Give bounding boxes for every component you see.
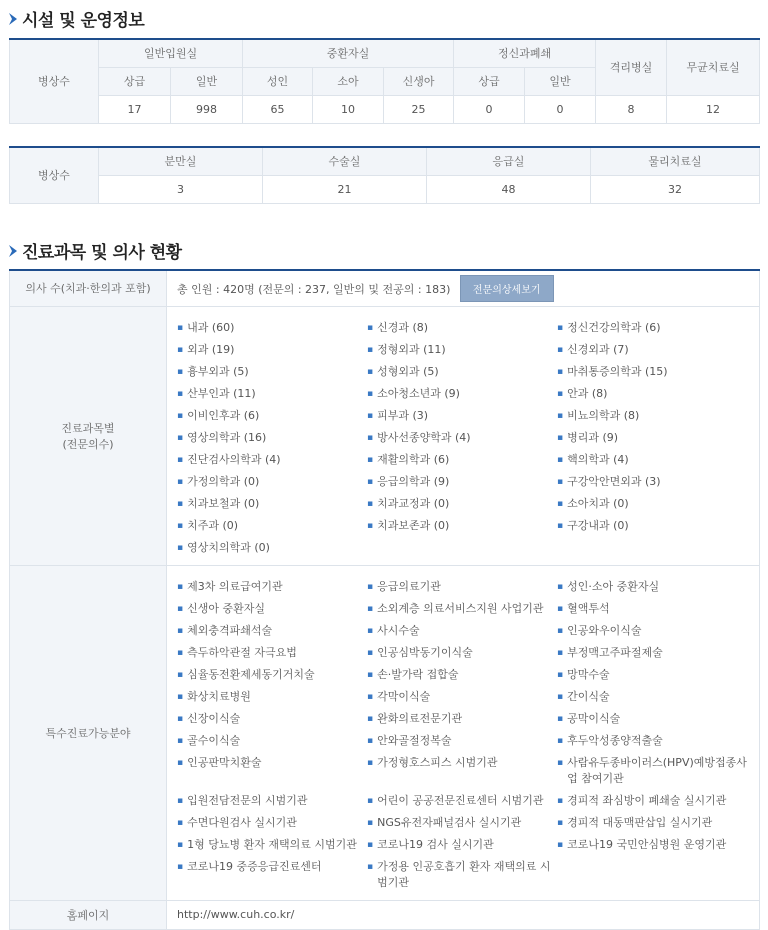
list-item [177,790,367,812]
list-item-label: 재활의학과 (6) [377,452,450,466]
bullet-icon: ▪ [367,625,374,636]
bed-value: 8 [596,95,667,123]
chevron-right-icon [8,12,18,26]
list-item [367,708,557,730]
bullet-icon: ▪ [177,498,184,509]
list-item-label: 구강악안면외과 (3) [567,474,661,488]
room-header: 분만실 [99,147,263,175]
list-item [367,515,557,537]
list-item [367,405,557,427]
list-item-label: 영상치의학과 (0) [187,540,270,554]
list-item-label: 진단검사의학과 (4) [187,452,281,466]
departments-table [9,269,760,930]
list-item [367,339,557,361]
bullet-icon: ▪ [177,735,184,746]
list-item-label: 가정의학과 (0) [187,474,260,488]
doctors-count: 총 인원 : 420명 (전문의 : 237, 일반의 및 전공의 : 183) [177,282,451,296]
list-item-label: 신경외과 (7) [567,342,629,356]
list-item [557,664,747,686]
departments-list [167,307,759,565]
bed-value: 12 [667,95,760,123]
departments-label-line2: (전문의수) [62,437,114,451]
bullet-icon: ▪ [557,476,564,487]
list-item [367,493,557,515]
list-item [177,576,367,598]
section-title-departments [8,238,182,263]
bullet-icon: ▪ [557,713,564,724]
list-item [367,598,557,620]
list-item-label: 이비인후과 (6) [187,408,260,422]
bullet-icon: ▪ [177,795,184,806]
bullet-icon: ▪ [177,647,184,658]
list-item-label: 피부과 (3) [377,408,429,422]
list-item [557,834,747,856]
list-item-label: 측두하악관절 자극요법 [187,645,297,659]
bullet-icon: ▪ [557,520,564,531]
list-item-label: 소아치과 (0) [567,496,629,510]
list-item [367,790,557,812]
list-item [557,642,747,664]
list-item [557,752,747,790]
bullet-icon: ▪ [557,757,564,768]
list-item [557,427,747,449]
list-item [177,427,367,449]
list-item [557,471,747,493]
list-item-label: 성형외과 (5) [377,364,439,378]
list-item-label: 치과보존과 (0) [377,518,450,532]
specialist-detail-button[interactable]: 전문의상세보기 [460,275,554,302]
sub-header: 상급 [454,67,525,95]
bullet-icon: ▪ [557,817,564,828]
list-item [367,834,557,856]
room-header: 수술실 [263,147,427,175]
list-item-label: 1형 당뇨병 환자 재택의료 시범기관 [187,837,357,851]
list-item [557,620,747,642]
list-item-label: 체외충격파쇄석술 [187,623,273,637]
bullet-icon: ▪ [177,691,184,702]
list-item [177,339,367,361]
homepage-url[interactable]: http://www.cuh.co.kr/ [167,900,760,929]
bullet-icon: ▪ [367,520,374,531]
list-item [177,686,367,708]
sub-header: 신생아 [384,67,454,95]
bullet-icon: ▪ [367,669,374,680]
bullet-icon: ▪ [177,432,184,443]
bullet-icon: ▪ [177,625,184,636]
bullet-icon: ▪ [367,454,374,465]
list-item-label: 수면다원검사 실시기관 [187,815,297,829]
list-item [177,383,367,405]
departments-label [10,306,167,565]
bullet-icon: ▪ [557,603,564,614]
list-item-label: 경피적 좌심방이 폐쇄술 실시기관 [567,793,727,807]
list-item-label: 심율동전환제세동기거치술 [187,667,315,681]
list-item-label: 간이식술 [567,689,610,703]
bullet-icon: ▪ [557,344,564,355]
list-item-label: 구강내과 (0) [567,518,629,532]
room-value: 32 [591,175,760,203]
list-item [177,708,367,730]
list-item [177,361,367,383]
bullet-icon: ▪ [557,691,564,702]
sub-header: 성인 [243,67,313,95]
list-item [557,515,747,537]
bed-value: 25 [384,95,454,123]
list-item [367,812,557,834]
list-item-label: 인공심박동기이식술 [377,645,473,659]
bullet-icon: ▪ [367,410,374,421]
list-item [367,686,557,708]
list-item [557,686,747,708]
list-item [367,642,557,664]
list-item-label: 골수이식술 [187,733,241,747]
list-item-label: 코로나19 검사 실시기관 [377,837,494,851]
list-item [557,730,747,752]
bullet-icon: ▪ [557,625,564,636]
list-item-label: 입원전담전문의 시범기관 [187,793,308,807]
bed-value: 10 [313,95,384,123]
room-value: 48 [427,175,591,203]
list-item [367,471,557,493]
bullet-icon: ▪ [177,713,184,724]
bullet-icon: ▪ [177,344,184,355]
list-item [177,730,367,752]
list-item [557,339,747,361]
special-list [167,566,759,900]
bullet-icon: ▪ [557,410,564,421]
section-title-text: 진료과목 및 의사 현황 [22,243,182,263]
bullet-icon: ▪ [367,757,374,768]
list-item-label: 병리과 (9) [567,430,619,444]
bullet-icon: ▪ [367,735,374,746]
list-item [367,752,557,790]
bullet-icon: ▪ [177,520,184,531]
bullet-icon: ▪ [367,817,374,828]
special-label: 특수진료가능분야 [10,565,167,900]
bed-value: 998 [171,95,243,123]
list-item-label: 완화의료전문기관 [377,711,463,725]
list-item [177,812,367,834]
list-item-label: 소아청소년과 (9) [377,386,460,400]
list-item-label: 비뇨의학과 (8) [567,408,640,422]
bullet-icon: ▪ [557,454,564,465]
bullet-icon: ▪ [557,669,564,680]
bullet-icon: ▪ [367,388,374,399]
list-item-label: 치과보철과 (0) [187,496,260,510]
bullet-icon: ▪ [177,476,184,487]
list-item-label: 흉부외과 (5) [187,364,249,378]
list-item-label: 외과 (19) [187,342,235,356]
list-item [177,642,367,664]
list-item [557,493,747,515]
list-item-label: 경피적 대동맥판삽입 실시기관 [567,815,713,829]
bullet-icon: ▪ [367,713,374,724]
list-item [177,856,367,894]
rooms-table [9,146,760,204]
list-item-label: 안과 (8) [567,386,608,400]
list-item-label: 망막수술 [567,667,610,681]
bed-value: 0 [454,95,525,123]
bullet-icon: ▪ [367,432,374,443]
list-item-label: 사시수술 [377,623,420,637]
bullet-icon: ▪ [177,861,184,872]
doctors-label: 의사 수(치과·한의과 포함) [10,270,167,306]
list-item [367,576,557,598]
room-value: 3 [99,175,263,203]
bullet-icon: ▪ [367,691,374,702]
list-item [557,317,747,339]
list-item [557,405,747,427]
list-item [177,515,367,537]
list-item [177,405,367,427]
bullet-icon: ▪ [557,388,564,399]
list-item-label: 소외계층 의료서비스지원 사업기관 [377,601,544,615]
bullet-icon: ▪ [177,388,184,399]
bullet-icon: ▪ [177,581,184,592]
sub-header: 일반 [171,67,243,95]
list-item-label: 공막이식술 [567,711,621,725]
sub-header: 소아 [313,67,384,95]
list-item [177,752,367,790]
list-item-label: 부정맥고주파절제술 [567,645,663,659]
list-item-label: 영상의학과 (16) [187,430,267,444]
bed-value: 65 [243,95,313,123]
bullet-icon: ▪ [557,322,564,333]
bullet-icon: ▪ [367,647,374,658]
room-header: 물리치료실 [591,147,760,175]
list-item-label: 치주과 (0) [187,518,239,532]
list-item-label: 인공판막치환술 [187,755,262,769]
list-item [367,856,557,894]
bullet-icon: ▪ [367,476,374,487]
bullet-icon: ▪ [177,603,184,614]
bullet-icon: ▪ [177,757,184,768]
list-item [557,383,747,405]
list-item [367,383,557,405]
section-title-facilities [8,6,144,31]
bullet-icon: ▪ [177,410,184,421]
list-item-label: 신생아 중환자실 [187,601,265,615]
bullet-icon: ▪ [367,322,374,333]
list-item-label: 내과 (60) [187,320,235,334]
list-item-label: 제3차 의료급여기관 [187,579,283,593]
list-item [367,361,557,383]
list-item [557,361,747,383]
departments-cell [167,306,760,565]
bullet-icon: ▪ [367,795,374,806]
header-sterile: 무균치료실 [667,39,760,95]
list-item [557,812,747,834]
list-item-label: 어린이 공공전문진료센터 시범기관 [377,793,544,807]
list-item-label: 가정형호스피스 시범기관 [377,755,498,769]
list-item-label: 안와골절정복술 [377,733,452,747]
list-item-label: 핵의학과 (4) [567,452,629,466]
bullet-icon: ▪ [557,647,564,658]
list-item-label: 응급의학과 (9) [377,474,450,488]
list-item-label: 가정용 인공호흡기 환자 재택의료 시범기관 [377,859,551,889]
list-item [177,620,367,642]
list-item [177,471,367,493]
bullet-icon: ▪ [557,839,564,850]
room-value: 21 [263,175,427,203]
list-item [367,730,557,752]
beds-table [9,38,760,124]
list-item-label: 코로나19 국민안심병원 운영기관 [567,837,727,851]
list-item-label: 후두악성종양적출술 [567,733,663,747]
group-general: 일반입원실 [99,39,243,67]
chevron-right-icon [8,244,18,258]
list-item [367,620,557,642]
list-item [367,427,557,449]
bed-value: 0 [525,95,596,123]
list-item-label: 성인·소아 중환자실 [567,579,660,593]
list-item [557,576,747,598]
bullet-icon: ▪ [557,498,564,509]
list-item-label: 정신건강의학과 (6) [567,320,661,334]
bullet-icon: ▪ [177,669,184,680]
list-item-label: 방사선종양학과 (4) [377,430,471,444]
bed-value: 17 [99,95,171,123]
bullet-icon: ▪ [367,581,374,592]
bullet-icon: ▪ [177,839,184,850]
list-item [177,664,367,686]
header-isolation: 격리병실 [596,39,667,95]
bullet-icon: ▪ [177,542,184,553]
list-item-label: 신장이식술 [187,711,241,725]
list-item [557,708,747,730]
list-item-label: NGS유전자패널검사 실시기관 [377,815,522,829]
bullet-icon: ▪ [557,735,564,746]
departments-label-line1: 진료과목별 [61,421,115,435]
list-item-label: 정형외과 (11) [377,342,446,356]
doctors-cell [167,270,760,306]
list-item [367,317,557,339]
list-item [177,598,367,620]
bullet-icon: ▪ [367,344,374,355]
list-item-label: 혈액투석 [567,601,610,615]
bullet-icon: ▪ [367,498,374,509]
beds-row-label: 병상수 [10,39,99,123]
section-title-text: 시설 및 운영정보 [22,11,145,31]
list-item [367,664,557,686]
list-item-label: 인공와우이식술 [567,623,642,637]
list-item-label: 코로나19 중증응급진료센터 [187,859,322,873]
bullet-icon: ▪ [557,366,564,377]
bullet-icon: ▪ [557,432,564,443]
list-item [177,834,367,856]
list-item-label: 사람유두종바이러스(HPV)예방접종사업 참여기관 [567,755,747,785]
bullet-icon: ▪ [367,366,374,377]
list-item [177,493,367,515]
bullet-icon: ▪ [177,817,184,828]
list-item-label: 손·발가락 접합술 [377,667,459,681]
list-item-label: 응급의료기관 [377,579,441,593]
bullet-icon: ▪ [177,366,184,377]
sub-header: 일반 [525,67,596,95]
list-item [177,317,367,339]
list-item [177,449,367,471]
list-item-label: 신경과 (8) [377,320,429,334]
bullet-icon: ▪ [177,454,184,465]
bullet-icon: ▪ [557,795,564,806]
list-item-label: 마취통증의학과 (15) [567,364,668,378]
sub-header: 상급 [99,67,171,95]
bullet-icon: ▪ [367,861,374,872]
list-item-label: 치과교정과 (0) [377,496,450,510]
homepage-label: 홈페이지 [10,900,167,929]
list-item [177,537,367,559]
special-cell [167,565,760,900]
bullet-icon: ▪ [177,322,184,333]
room-header: 응급실 [427,147,591,175]
list-item [557,598,747,620]
list-item-label: 산부인과 (11) [187,386,256,400]
bullet-icon: ▪ [557,581,564,592]
list-item-label: 각막이식술 [377,689,431,703]
list-item [367,449,557,471]
rooms-row-label: 병상수 [10,147,99,203]
group-icu: 중환자실 [243,39,454,67]
list-item-label: 화상치료병원 [187,689,251,703]
group-psych: 정신과폐쇄 [454,39,596,67]
list-item [557,449,747,471]
bullet-icon: ▪ [367,603,374,614]
bullet-icon: ▪ [367,839,374,850]
list-item [557,790,747,812]
